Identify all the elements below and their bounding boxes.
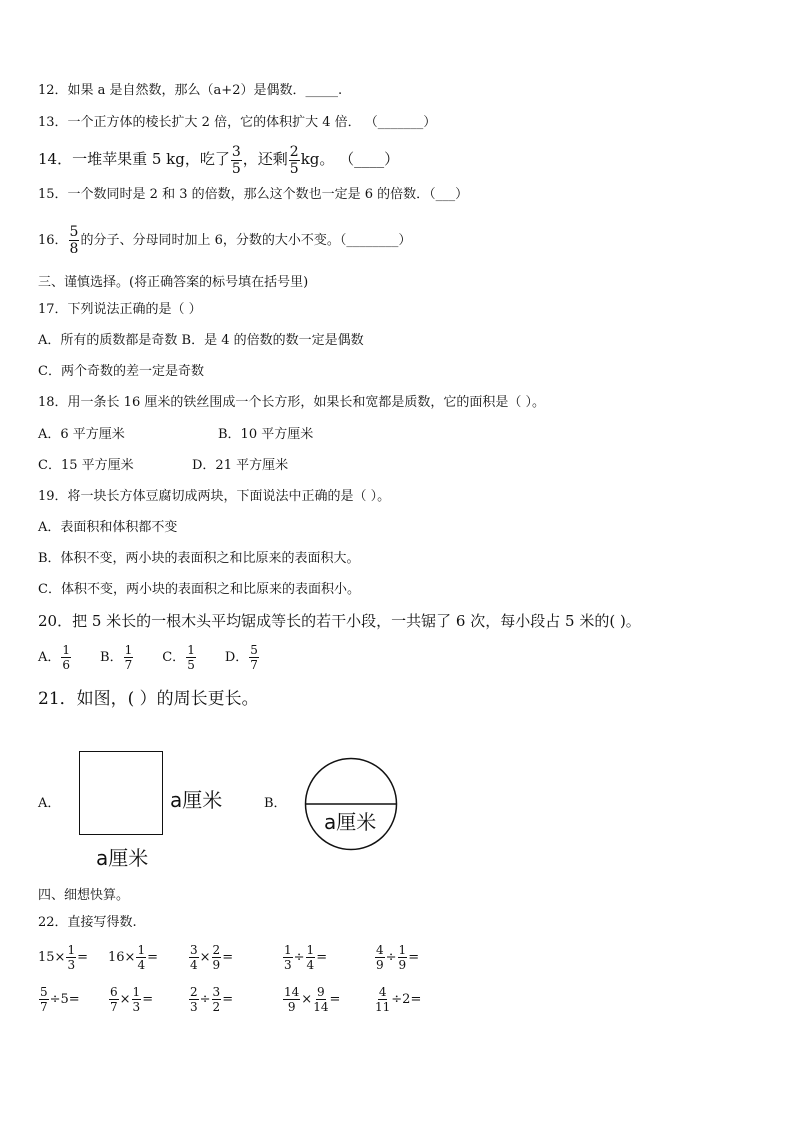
q20-option-b-fraction [124, 644, 134, 671]
q19-option-b: B．体积不变，两小块的表面积之和比原来的表面积大。 [38, 551, 360, 566]
calc-fraction [375, 986, 390, 1013]
denominator: 9 [398, 958, 407, 972]
denominator: 4 [306, 958, 315, 972]
denominator: 7 [40, 1000, 48, 1014]
q14-mid: ，还剩 [242, 150, 288, 168]
q20-option-a-fraction [61, 644, 71, 671]
q18-option-a: A．6 平方厘米 [38, 427, 125, 442]
calc-operator: ÷ [293, 950, 305, 965]
calc-equals: = [316, 950, 328, 965]
calc-fraction [283, 944, 293, 971]
numerator: 3 [231, 143, 241, 160]
denominator: 5 [231, 160, 241, 177]
numerator: 4 [376, 943, 384, 957]
denominator: 9 [212, 958, 221, 972]
numerator: 1 [187, 643, 195, 657]
q21-option-b-label: B． [264, 796, 287, 811]
numerator: 3 [212, 985, 221, 999]
question-19: 19．将一块长方体豆腐切成两块，下面说法中正确的是（ ）。 [38, 489, 391, 504]
q18-option-b: B．10 平方厘米 [218, 427, 314, 442]
calc-item [374, 944, 419, 971]
calc-fraction [189, 986, 199, 1013]
denominator: 3 [132, 1000, 141, 1014]
calc-item [38, 944, 88, 971]
calc-item [38, 986, 80, 1013]
calc-equals: = [147, 950, 158, 965]
calc-operator: ÷2= [391, 992, 422, 1007]
question-22: 22．直接写得数. [38, 915, 137, 930]
calc-equals: = [408, 950, 420, 965]
square-figure [79, 751, 163, 835]
section-4-heading: 四、细想快算。 [38, 888, 130, 903]
calc-operator: ÷ [199, 992, 211, 1007]
denominator: 7 [110, 1000, 118, 1014]
calc-item [188, 944, 233, 971]
numerator: 5 [69, 224, 79, 240]
calc-fraction [212, 944, 222, 971]
question-18: 18．用一条长 16 厘米的铁丝围成一个长方形，如果长和宽都是质数，它的面积是（ ）。 [38, 395, 545, 410]
q20-options [38, 640, 260, 676]
question-12: 12．如果 a 是自然数，那么（a+2）是偶数．_____. [38, 83, 343, 98]
calc-equals: = [222, 950, 234, 965]
denominator: 2 [212, 1000, 221, 1014]
numerator: 1 [284, 943, 292, 957]
calc-prefix: 16× [108, 950, 136, 965]
calc-fraction [398, 944, 408, 971]
q20-option-b-label: B． [100, 650, 123, 665]
calc-fraction [189, 944, 199, 971]
denominator: 8 [69, 241, 79, 257]
numerator: 5 [40, 985, 48, 999]
calc-operator: ÷5= [49, 992, 80, 1007]
numerator: 1 [132, 985, 141, 999]
question-20: 20．把 5 米长的一根木头平均锯成等长的若干小段，一共锯了 6 次，每小段占 5 米的( )。 [38, 612, 641, 630]
q16-pre: 16． [38, 233, 68, 248]
q20-option-d-fraction [249, 644, 259, 671]
section-3-heading: 三、谨慎选择。(将正确答案的标号填在括号里) [38, 275, 309, 290]
denominator: 11 [375, 1000, 391, 1014]
q21-option-a-label: A． [38, 796, 61, 811]
denominator: 7 [124, 658, 133, 672]
question-13: 13．一个正方体的棱长扩大 2 倍，它的体积扩大 4 倍． （_______） [38, 115, 437, 130]
calc-fraction [109, 986, 119, 1013]
calc-item [108, 944, 158, 971]
numerator: 9 [317, 985, 325, 999]
numerator: 3 [190, 943, 198, 957]
calc-item [374, 986, 421, 1013]
calc-operator: × [301, 992, 313, 1007]
numerator: 1 [67, 943, 76, 957]
calc-fraction [313, 986, 328, 1013]
square-side-label: a厘米 [170, 788, 223, 812]
circle-diameter-label: a厘米 [324, 810, 377, 834]
calc-equals: = [329, 992, 341, 1007]
q14-post: kg。 （____） [300, 150, 400, 168]
numerator: 1 [62, 643, 71, 657]
calc-fraction [39, 986, 49, 1013]
q19-option-a: A．表面积和体积都不变 [38, 520, 178, 535]
q14-fraction-eaten [231, 145, 242, 176]
question-21: 21．如图，( ）的周长更长。 [38, 689, 259, 709]
numerator: 2 [212, 943, 221, 957]
denominator: 5 [289, 160, 299, 177]
calc-fraction [66, 944, 76, 971]
numerator: 1 [137, 943, 146, 957]
q19-option-c: C．体积不变，两小块的表面积之和比原来的表面积小。 [38, 582, 360, 597]
q18-option-d: D．21 平方厘米 [192, 458, 289, 473]
circle-figure [304, 757, 398, 851]
question-17: 17．下列说法正确的是（ ） [38, 302, 202, 317]
calc-fraction [132, 986, 142, 1013]
denominator: 6 [62, 658, 71, 672]
q20-option-c-fraction [186, 644, 196, 671]
calc-item [108, 986, 153, 1013]
denominator: 9 [287, 1000, 296, 1014]
q18-option-c: C．15 平方厘米 [38, 458, 134, 473]
calc-operator: ÷ [385, 950, 397, 965]
q14-pre: 14．一堆苹果重 5 kg，吃了 [38, 150, 230, 168]
question-14 [38, 142, 399, 176]
calc-item [188, 986, 233, 1013]
q16-fraction [69, 225, 80, 256]
calc-equals: = [77, 950, 88, 965]
calc-equals: = [142, 992, 154, 1007]
numerator: 2 [289, 143, 299, 160]
numerator: 5 [250, 643, 258, 657]
denominator: 3 [190, 1000, 198, 1014]
q20-option-c-label: C． [162, 650, 186, 665]
denominator: 7 [250, 658, 258, 672]
q17-options-ab: A．所有的质数都是奇数 B．是 4 的倍数的数一定是偶数 [38, 333, 364, 348]
numerator: 1 [124, 643, 133, 657]
calc-operator: × [119, 992, 131, 1007]
calc-prefix: 15× [38, 950, 66, 965]
calc-equals: = [222, 992, 234, 1007]
numerator: 6 [110, 985, 118, 999]
calc-fraction [283, 986, 300, 1013]
denominator: 3 [284, 958, 292, 972]
numerator: 4 [378, 985, 387, 999]
numerator: 1 [306, 943, 315, 957]
q20-option-d-label: D． [224, 650, 249, 665]
question-16 [38, 224, 411, 258]
q16-post: 的分子、分母同时加上 6，分数的大小不变。（________） [80, 233, 412, 248]
calc-fraction [212, 986, 222, 1013]
q14-fraction-left [289, 145, 300, 176]
calc-item [282, 944, 327, 971]
denominator: 3 [67, 958, 76, 972]
numerator: 14 [284, 985, 300, 999]
numerator: 2 [190, 985, 198, 999]
denominator: 9 [376, 958, 384, 972]
calc-fraction [306, 944, 316, 971]
calc-operator: × [199, 950, 211, 965]
q20-option-a-label: A． [38, 650, 61, 665]
denominator: 4 [137, 958, 146, 972]
denominator: 4 [190, 958, 198, 972]
denominator: 5 [187, 658, 195, 672]
denominator: 14 [313, 1000, 329, 1014]
numerator: 1 [398, 943, 407, 957]
calc-fraction [136, 944, 146, 971]
q17-option-c: C．两个奇数的差一定是奇数 [38, 364, 204, 379]
square-bottom-label: a厘米 [96, 846, 149, 870]
calc-item [282, 986, 340, 1013]
calc-fraction [375, 944, 385, 971]
question-15: 15．一个数同时是 2 和 3 的倍数，那么这个数也一定是 6 的倍数．（___） [38, 187, 469, 202]
